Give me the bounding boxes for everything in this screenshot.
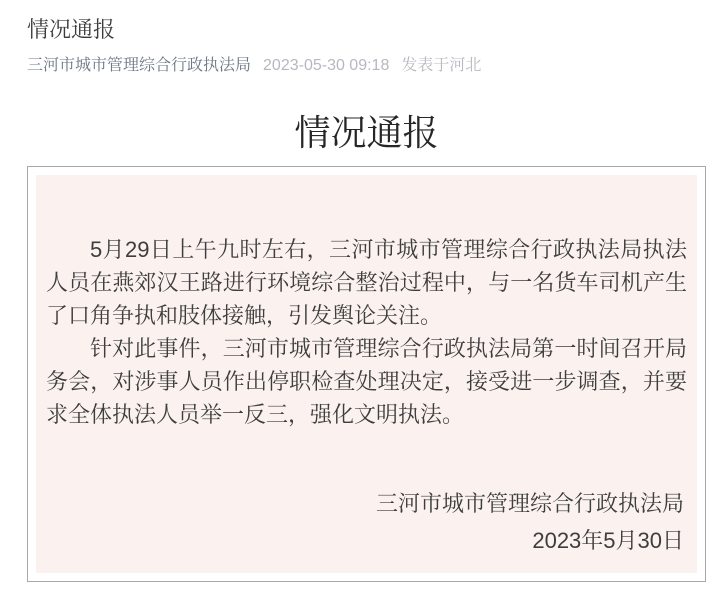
signature-date: 2023年5月30日	[532, 528, 684, 553]
byline	[27, 56, 706, 75]
account-name-link[interactable]: 三河市城市管理综合行政执法局	[27, 57, 252, 74]
page-title: 情况通报	[27, 17, 116, 42]
article-content	[27, 112, 706, 582]
notice-heading: 情况通报	[294, 112, 439, 153]
signature-block	[46, 485, 687, 559]
notice-panel	[36, 175, 697, 573]
publish-timestamp: 2023-05-30 09:18	[263, 57, 390, 74]
notice-paragraph-2: 针对此事件，三河市城市管理综合行政执法局第一时间召开局务会，对涉事人员作出停职检查处理决定，接受进一步调查，并要求全体执法人员举一反三，强化文明执法。	[46, 336, 687, 427]
notice-paragraph-1: 5月29日上午九时左右，三河市城市管理综合行政执法局执法人员在燕郊汉王路进行环境综合整治过程中，与一名货车司机产生了口角争执和肢体接触，引发舆论关注。	[46, 237, 687, 328]
notice-box	[27, 166, 706, 582]
publish-location: 发表于河北	[401, 57, 482, 74]
signature-agency: 三河市城市管理综合行政执法局	[375, 491, 684, 516]
